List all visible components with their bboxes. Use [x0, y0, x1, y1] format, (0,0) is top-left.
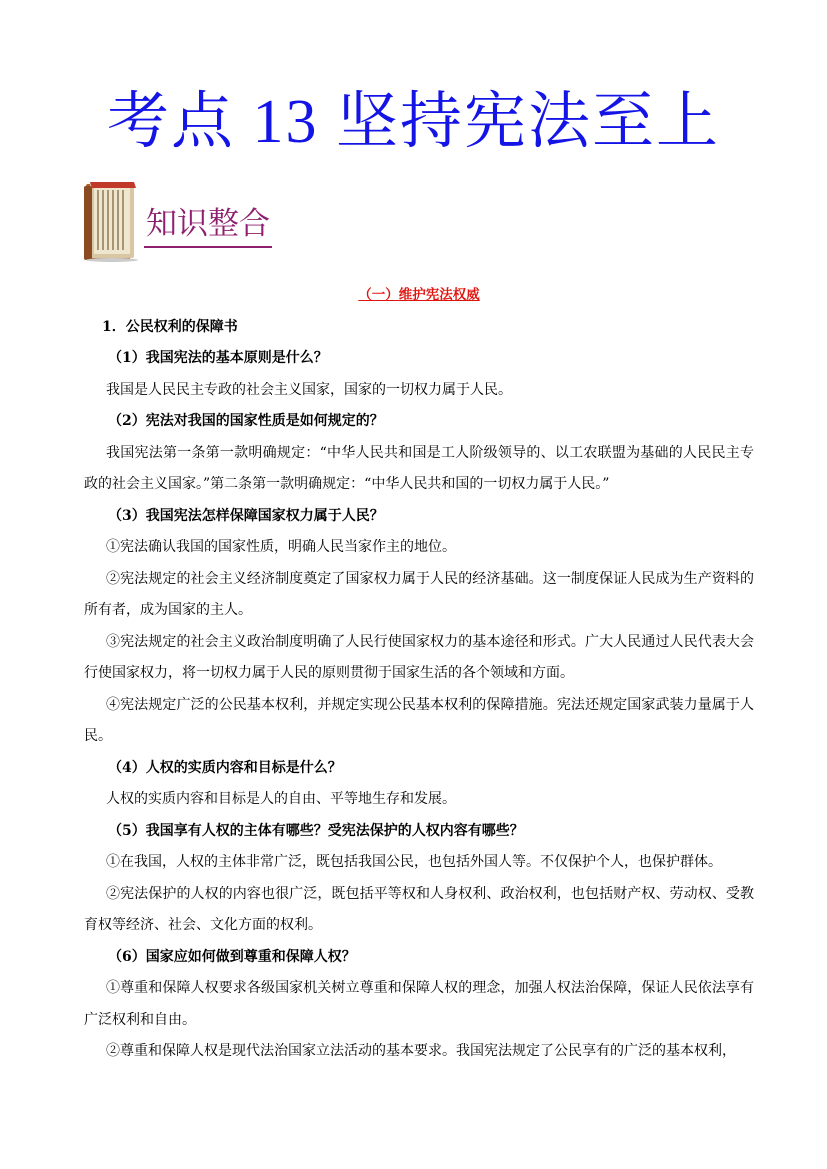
paragraph: ①在我国，人权的主体非常广泛，既包括我国公民，也包括外国人等。不仅保护个人，也保护群体。: [106, 854, 722, 870]
question-heading: （3）我国宪法怎样保障国家权力属于人民？: [108, 507, 384, 524]
question-heading: （6）国家应如何做到尊重和保障人权？: [108, 948, 356, 965]
document-body: [84, 280, 754, 1068]
section-underline: [144, 246, 272, 248]
question-heading: （5）我国享有人权的主体有哪些？受宪法保护的人权内容有哪些？: [108, 822, 524, 839]
paragraph: ④宪法规定广泛的公民基本权利，并规定实现公民基本权利的保障措施。宪法还规定国家武装力量属于人民。: [84, 696, 754, 744]
paragraph: ②宪法保护的人权的内容也很广泛，既包括平等权和人身权利、政治权利，也包括财产权、劳动权、受教育权等经济、社会、文化方面的权利。: [84, 885, 754, 933]
paragraph: ②尊重和保障人权是现代法治国家立法活动的基本要求。我国宪法规定了公民享有的广泛的基本权利，: [106, 1043, 736, 1059]
question-heading: （2）宪法对我国的国家性质是如何规定的？: [108, 413, 384, 429]
paragraph: ①宪法确认我国的国家性质，明确人民当家作主的地位。: [106, 539, 456, 555]
paragraph: ②宪法规定的社会主义经济制度奠定了国家权力属于人民的经济基础。这一制度保证人民成为生产资料的所有者，成为国家的主人。: [84, 570, 754, 618]
question-heading: （1）我国宪法的基本原则是什么？: [108, 350, 328, 366]
section-label: 知识整合: [146, 206, 270, 242]
paragraph: ①尊重和保障人权要求各级国家机关树立尊重和保障人权的理念，加强人权法治保障，保证人民依法享有广泛权利和自由。: [84, 980, 754, 1028]
paragraph: 我国宪法第一条第一款明确规定：“中华人民共和国是工人阶级领导的、以工农联盟为基础的人民民主专政的社会主义国家。”第二条第一款明确规定：“中华人民共和国的一切权力属于人民。”: [84, 444, 754, 492]
page-title: 考点 13 坚持宪法至上: [106, 88, 720, 156]
question-heading: （4）人权的实质内容和目标是什么？: [108, 759, 342, 776]
section-banner: [82, 178, 382, 266]
heading-1: 1．公民权利的保障书: [102, 318, 238, 335]
sub-heading: （一）维护宪法权威: [358, 287, 480, 303]
paragraph: 我国是人民民主专政的社会主义国家，国家的一切权力属于人民。: [106, 381, 512, 398]
book-icon: [82, 178, 140, 262]
paragraph: 人权的实质内容和目标是人的自由、平等地生存和发展。: [106, 791, 456, 807]
content-blocks: [84, 343, 754, 1068]
paragraph: ③宪法规定的社会主义政治制度明确了人民行使国家权力的基本途径和形式。广大人民通过人民代表大会行使国家权力，将一切权力属于人民的原则贯彻于国家生活的各个领域和方面。: [84, 633, 754, 681]
